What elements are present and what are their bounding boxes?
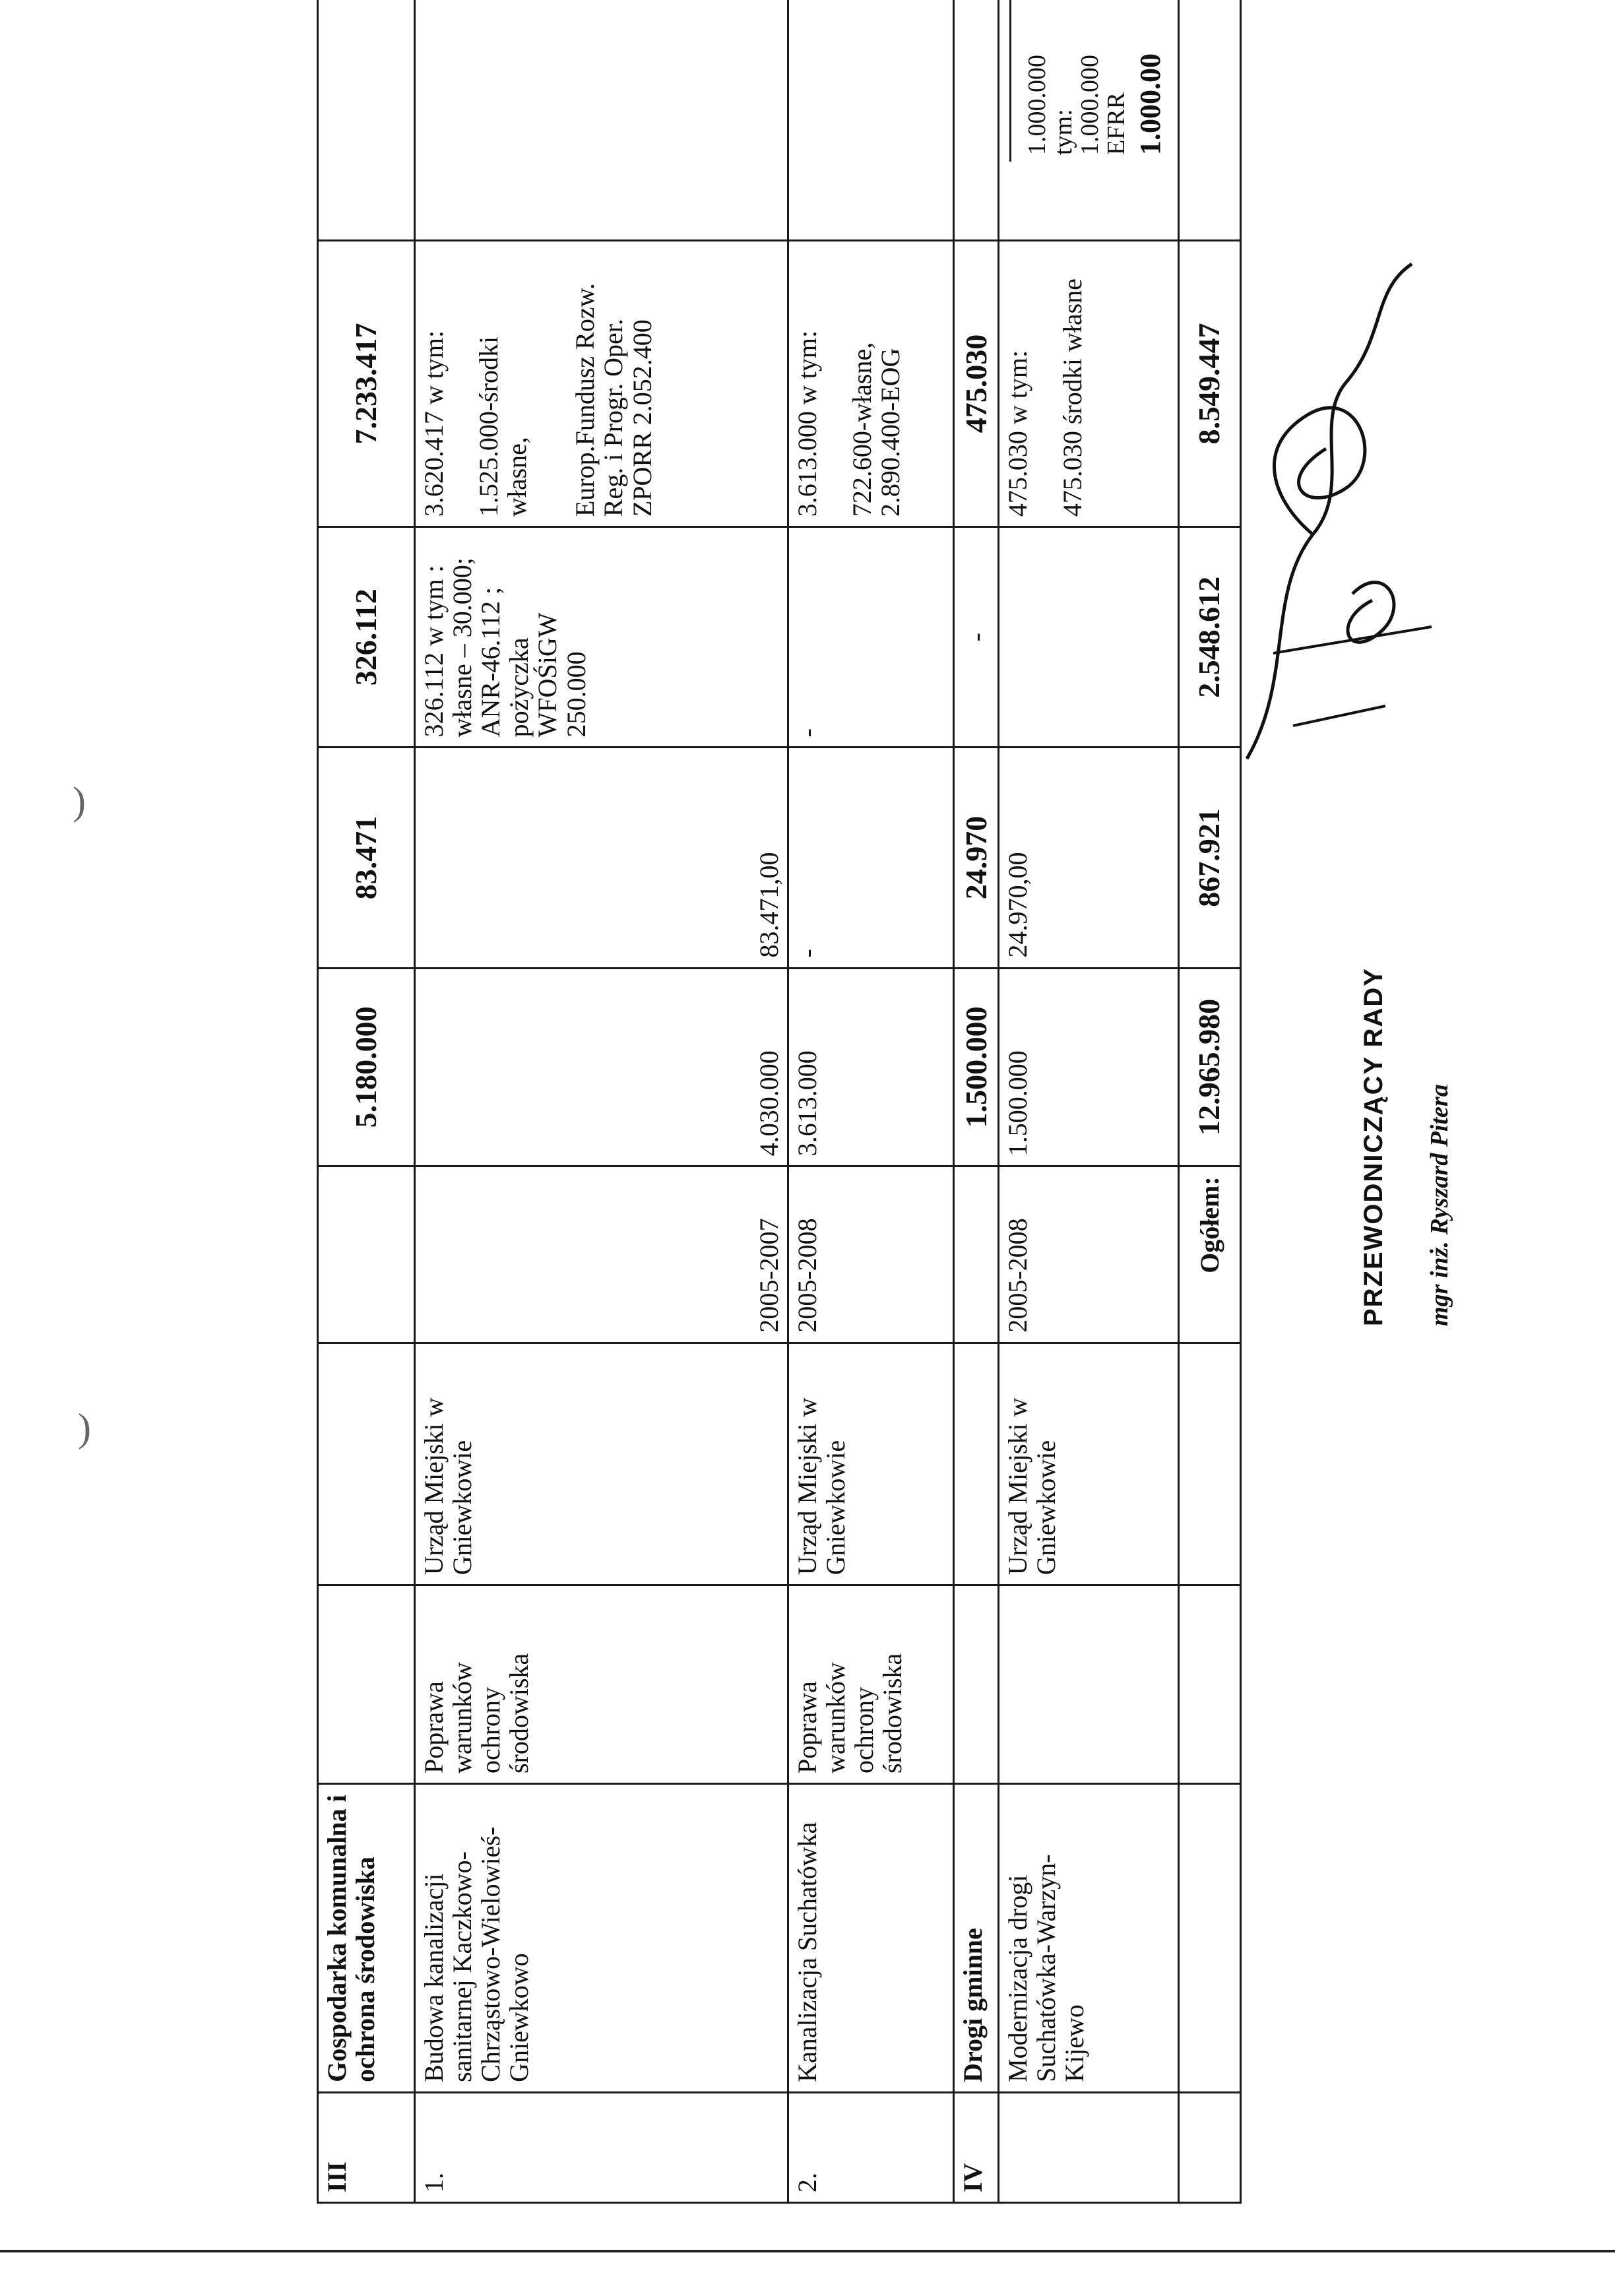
rotated-table-wrapper (317, 0, 1242, 2204)
task-unit: Urząd Miejski w Gniewkowie (999, 1343, 1179, 1585)
detail-line: 1.525.000-środki własne, (473, 336, 532, 517)
amount: 4.030.000 (414, 968, 788, 1166)
amount: 1.500.000 (999, 968, 1179, 1166)
detail-line: 722.600-własne, 2.890.400-EOG (846, 342, 906, 517)
task-goal: Poprawa warunków ochrony środowiska (788, 1585, 954, 1784)
row-number: 2. (788, 2092, 954, 2202)
task-period: 2005-2008 (999, 1166, 1179, 1343)
section-amount: 1.500.000 (954, 968, 999, 1166)
amount-detail: tym: 1.000.000 EFRR (1049, 55, 1130, 155)
cell (788, 0, 954, 240)
amount: 3.613.000 (788, 968, 954, 1166)
signature-title-text: PRZEWODNICZĄCY RADY (1359, 967, 1388, 1326)
cell (1178, 2092, 1240, 2202)
amount-detail: 326.112 w tym : własne – 30.000; ANR-46.112 ; pożyczka WFOŚiGW 250.000 (414, 527, 788, 748)
amount-detail (999, 240, 1179, 526)
scan-mark: ) (78, 1406, 91, 1450)
section-number: III (318, 2092, 415, 2202)
cut-column (1009, 0, 1242, 162)
task-name: Kanalizacja Suchatówka (788, 1784, 954, 2093)
total-amount: 2.548.612 (1178, 527, 1240, 748)
total-label: Ogółem: (1178, 1166, 1240, 1343)
signature-name-text: mgr inż. Ryszard Pitera (1426, 1084, 1453, 1326)
signature-title (1359, 967, 1389, 1326)
cut-column-text (1025, 3, 1166, 155)
cell (954, 1585, 999, 1784)
task-goal (999, 1585, 1179, 1784)
page-bottom-edge (0, 2250, 1615, 2252)
detail-line: 3.620.417 w tym: (418, 330, 449, 517)
section-title: Drogi gminne (954, 1784, 999, 2093)
cell (1178, 1343, 1240, 1585)
amount: 83.471,00 (414, 748, 788, 968)
amount-detail (414, 0, 788, 240)
cell (318, 1343, 415, 1585)
total-amount: 1.000.00 (1133, 53, 1166, 155)
table-row (414, 0, 788, 2203)
cell (1178, 1585, 1240, 1784)
section-amount: 5.180.000 (318, 968, 415, 1166)
total-amount: 867.921 (1178, 748, 1240, 968)
task-unit: Urząd Miejski w Gniewkowie (788, 1343, 954, 1585)
detail-line: 3.613.000 w tym: (792, 330, 822, 517)
section-title: Gospodarka komunalna i ochrona środowiska (318, 1784, 415, 2093)
amount: 24.970,00 (999, 748, 1179, 968)
table-row (788, 0, 954, 2203)
task-name: Budowa kanalizacji sanitarnej Kaczkowo-Chrząstowo-Wielowieś-Gniewkowo (414, 1784, 788, 2093)
task-unit: Urząd Miejski w Gniewkowie (414, 1343, 788, 1585)
section-amount: 326.112 (318, 527, 415, 748)
cell (1178, 1784, 1240, 2093)
signature-block (1359, 732, 1504, 1326)
cell (318, 1585, 415, 1784)
cell (954, 1166, 999, 1343)
investment-table (317, 0, 1242, 2204)
row-number (999, 2092, 1179, 2202)
amount: - (788, 748, 954, 968)
scan-mark: ) (73, 779, 86, 823)
table-row (999, 0, 1179, 2203)
section-number: IV (954, 2092, 999, 2202)
detail-line: 475.030 w tym: (1003, 350, 1033, 517)
total-amount: 8.549.447 (1178, 240, 1240, 526)
signature-name (1425, 1084, 1454, 1326)
section-row (318, 0, 415, 2203)
row-number: 1. (414, 2092, 788, 2202)
section-amount: 1.000.000 (1023, 55, 1051, 155)
task-goal: Poprawa warunków ochrony środowiska (414, 1585, 788, 1784)
section-row (954, 0, 999, 2203)
amount-detail (414, 240, 788, 526)
total-amount: 12.965.980 (1178, 968, 1240, 1166)
section-amount: - (954, 527, 999, 748)
signature-scribble (1214, 251, 1491, 765)
cell (954, 1343, 999, 1585)
amount: - (788, 527, 954, 748)
task-name: Modernizacja drogi Suchatówka-Warzyn-Kijewo (999, 1784, 1179, 2093)
section-amount: 7.233.417 (318, 240, 415, 526)
task-period: 2005-2007 (414, 1166, 788, 1343)
detail-line: 475.030 środki własne (1058, 278, 1088, 517)
detail-line: Europ.Fundusz Rozw. Reg. i Progr. Oper. ZPORR 2.052.400 (570, 283, 657, 517)
amount-detail (788, 240, 954, 526)
section-amount (318, 0, 415, 240)
amount (999, 527, 1179, 748)
cell (954, 0, 999, 240)
section-amount: 475.030 (954, 240, 999, 526)
section-amount: 83.471 (318, 748, 415, 968)
section-amount: 24.970 (954, 748, 999, 968)
cell (318, 1166, 415, 1343)
task-period: 2005-2008 (788, 1166, 954, 1343)
